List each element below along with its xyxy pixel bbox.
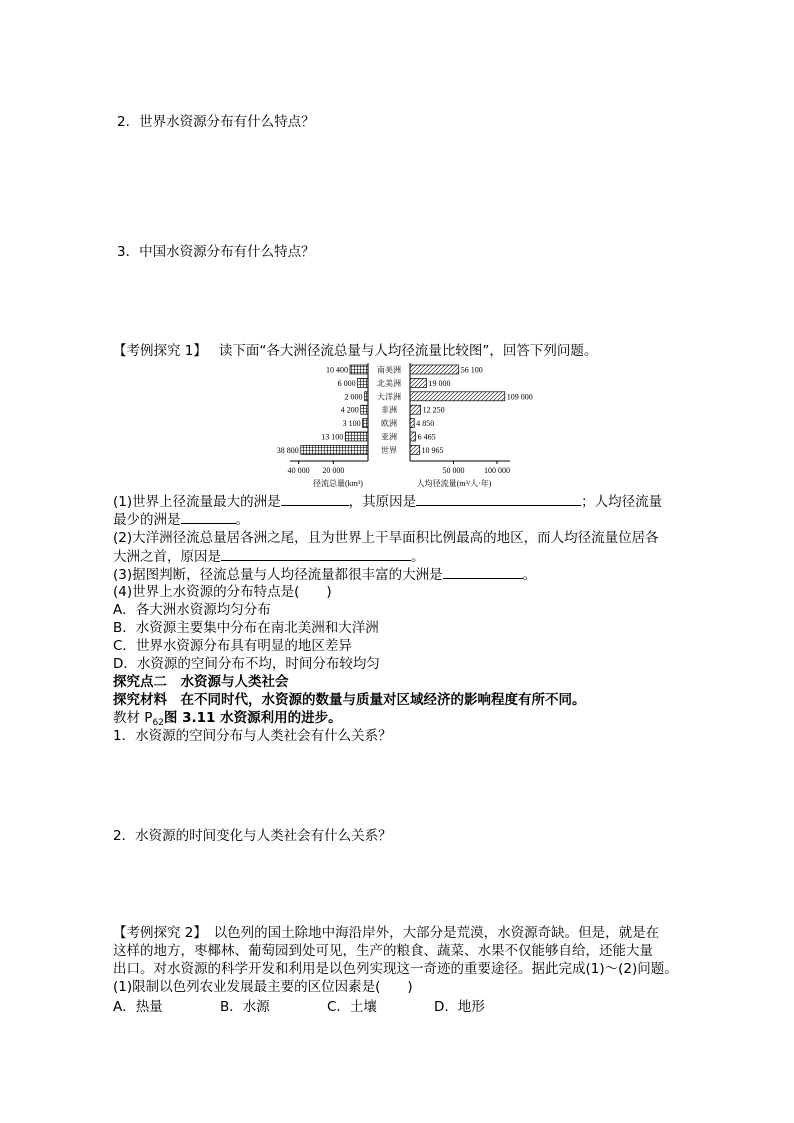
- material-text: 在不同时代，水资源的数量与质量对区域经济的影响程度有所不同。: [167, 692, 586, 708]
- example-1-label: 【考例探究 1】: [113, 343, 207, 359]
- right-value-label: 56 100: [460, 365, 483, 375]
- ex1-option-a[interactable]: A．各大洲水资源均匀分布: [113, 602, 271, 618]
- textbook-page-subscript: 62: [152, 718, 164, 728]
- section-2-title: 探究点二 水资源与人类社会: [113, 674, 289, 690]
- left-bar-3: [361, 405, 368, 414]
- ex1-part2-line1: (2)大洋洲径流总量居各洲之尾，且为世界上干旱面积比例最高的地区，而人均径流量位居各: [113, 530, 659, 546]
- ex1-p1-text-e: 。: [235, 512, 249, 528]
- ex2-line2: 这样的地方，枣椰林、葡萄园到处可见，生产的粮食、蔬菜、水果不仅能够自给，还能大量: [113, 943, 653, 959]
- right-axis-title: 人均径流量(m³/人·年): [416, 479, 492, 488]
- ex1-p1-text-b: ，其原因是: [348, 494, 417, 510]
- category-label: 世界: [381, 445, 397, 455]
- ex1-part2-line2: [113, 547, 425, 566]
- left-value-label: 6 000: [337, 378, 356, 388]
- ex1-part3: [113, 565, 536, 584]
- example-2-label: 【考例探究 2】: [113, 925, 201, 941]
- material-label: 探究材料: [113, 692, 167, 708]
- ex1-p2-text-c: 。: [411, 549, 425, 565]
- right-value-label: 12 250: [422, 405, 445, 415]
- section-2-question-2: 2．水资源的时间变化与人类社会有什么关系？: [113, 828, 392, 844]
- ex1-part1-line2: [113, 510, 249, 529]
- right-bar-3: [410, 405, 421, 414]
- left-value-label: 38 800: [276, 445, 299, 455]
- category-label: 非洲: [381, 405, 397, 415]
- left-bar-5: [345, 432, 368, 441]
- left-tick-label: 40 000: [287, 466, 310, 475]
- category-label: 大洋洲: [377, 392, 401, 402]
- ex1-p1-text-a: (1)世界上径流量最大的洲是: [113, 494, 281, 510]
- right-value-label: 4 850: [416, 419, 435, 429]
- ex1-p2-text-b: 大洲之首，原因是: [113, 549, 221, 565]
- ex2-text-1: 以色列的国土除地中海沿岸外，大部分是荒漠，水资源奇缺。但是，就是在: [200, 925, 660, 941]
- right-tick-label: 50 000: [442, 466, 465, 475]
- left-bar-group: [277, 365, 368, 455]
- ex1-option-c[interactable]: C．世界水资源分布具有明显的地区差异: [113, 638, 352, 654]
- example-1-intro: 读下面“各大洲径流总量与人均径流量比较图”，回答下列问题。: [218, 343, 598, 359]
- ex1-part4: (4)世界上水资源的分布特点是( ): [113, 584, 332, 600]
- right-value-label: 10 965: [421, 445, 444, 455]
- right-bar-5: [410, 432, 416, 441]
- ex1-p1-text-c: ；人均径流量: [581, 494, 663, 510]
- category-label: 南美洲: [377, 365, 401, 375]
- ex2-option-a[interactable]: A．热量: [113, 999, 163, 1015]
- ex2-line3: 出口。对水资源的科学开发和利用是以色列实现这一奇迹的重要途径。据此完成(1)～(2)问题。: [113, 961, 678, 977]
- category-label: 亚洲: [381, 432, 397, 442]
- category-label-group: [377, 365, 401, 455]
- ex1-option-b[interactable]: B．水资源主要集中分布在南北美洲和大洋洲: [113, 620, 379, 636]
- left-value-label: 10 400: [325, 365, 348, 375]
- ex1-part1-line1: [113, 492, 662, 511]
- left-bar-6: [301, 445, 368, 454]
- section-2-question-1: 1．水资源的空间分布与人类社会有什么关系？: [113, 728, 392, 744]
- right-bar-group: [410, 365, 533, 455]
- example-1-heading: [113, 342, 597, 360]
- ex2-question-1: (1)限制以色列农业发展最主要的区位因素是( ): [113, 979, 413, 995]
- textbook-ref-figure: 图 3.11 水资源利用的进步。: [163, 710, 342, 726]
- left-value-label: 3 100: [342, 419, 361, 429]
- answer-blank[interactable]: [443, 565, 523, 579]
- right-bar-1: [410, 378, 427, 387]
- left-bar-2: [365, 392, 368, 401]
- answer-blank[interactable]: [221, 547, 411, 561]
- ex1-p3-text-a: (3)据图判断，径流总量与人均径流量都很丰富的大洲是: [113, 567, 443, 583]
- left-tick-label: 20 000: [322, 466, 345, 475]
- left-value-label: 13 100: [321, 432, 344, 442]
- right-value-label: 19 000: [428, 378, 451, 388]
- answer-blank[interactable]: [281, 492, 349, 506]
- left-value-label: 2 000: [344, 392, 363, 402]
- ex2-option-c[interactable]: C．土壤: [327, 999, 377, 1015]
- ex1-p3-text-b: 。: [522, 567, 537, 583]
- category-label: 欧洲: [381, 419, 397, 429]
- ex1-p1-text-d: 最少的洲是: [113, 512, 181, 528]
- right-bar-4: [410, 419, 414, 428]
- right-bar-2: [410, 392, 505, 401]
- category-label: 北美洲: [377, 378, 401, 388]
- question-2: 2．世界水资源分布有什么特点？: [117, 114, 315, 130]
- right-bar-0: [410, 365, 459, 374]
- runoff-comparison-chart: [270, 360, 540, 492]
- left-bar-4: [363, 419, 368, 428]
- left-bar-0: [350, 365, 368, 374]
- answer-blank[interactable]: [181, 510, 236, 524]
- axis-tick-group: [288, 461, 510, 475]
- right-value-label: 109 000: [506, 392, 533, 402]
- left-bar-1: [358, 378, 368, 387]
- ex2-option-d[interactable]: D．地形: [434, 999, 485, 1015]
- ex2-line1: [113, 924, 659, 942]
- textbook-ref-prefix: 教材 P: [113, 710, 153, 726]
- right-bar-6: [410, 445, 420, 454]
- right-value-label: 6 465: [417, 432, 436, 442]
- ex1-option-d[interactable]: D．水资源的空间分布不均，时间分布较均匀: [113, 656, 380, 672]
- left-value-label: 4 200: [340, 405, 359, 415]
- right-tick-label: 100 000: [483, 466, 510, 475]
- question-3: 3．中国水资源分布有什么特点？: [117, 244, 315, 260]
- section-2-material: [113, 691, 586, 709]
- ex2-option-b[interactable]: B．水源: [220, 999, 270, 1015]
- answer-blank[interactable]: [416, 492, 581, 506]
- left-axis-title: 径流总量(km³): [313, 479, 363, 488]
